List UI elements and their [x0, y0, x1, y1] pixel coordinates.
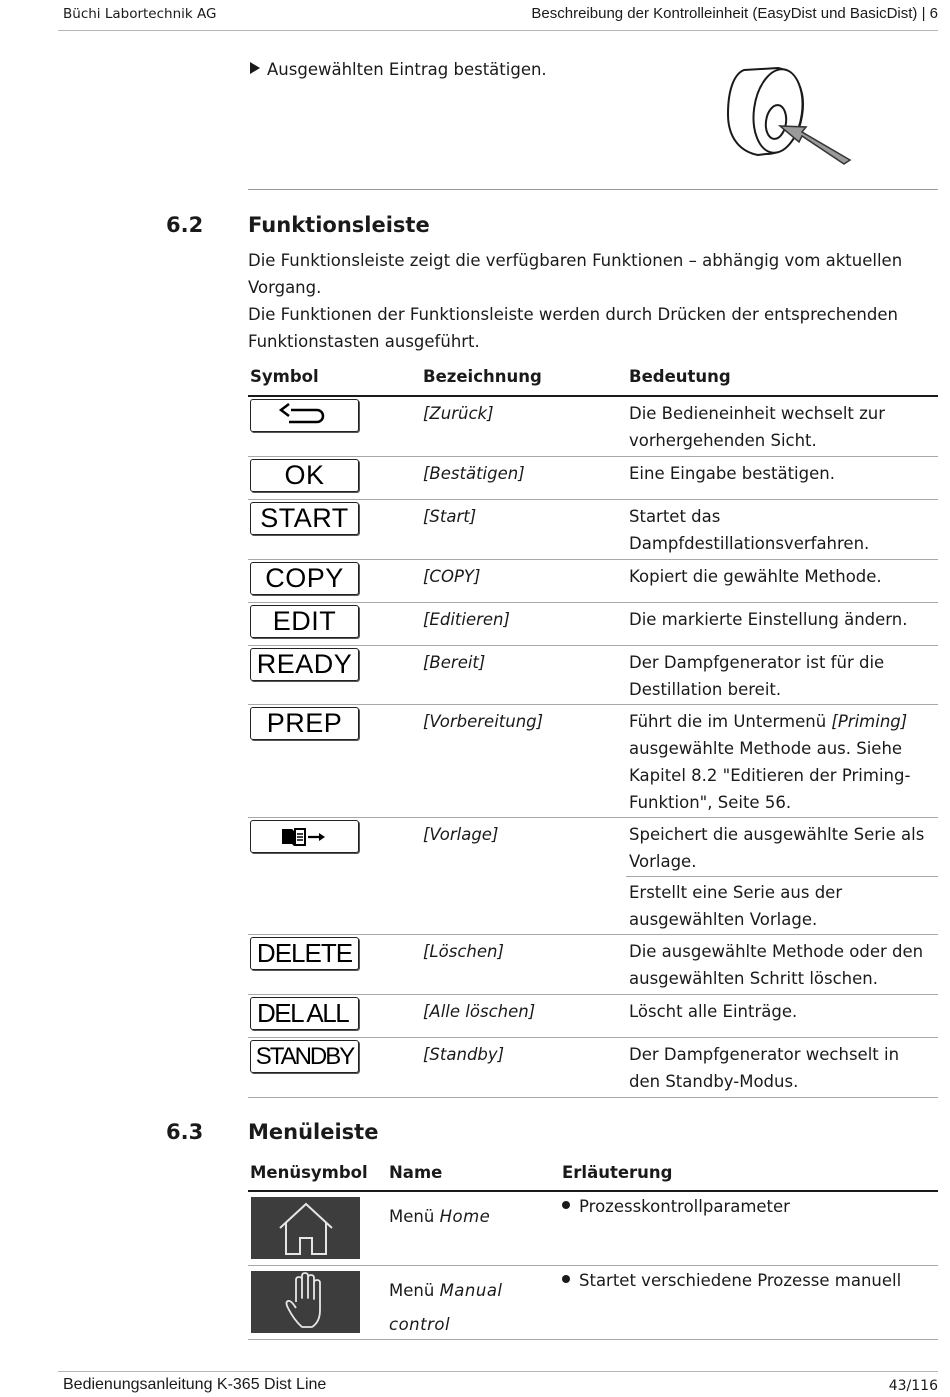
menu-name [389, 1200, 490, 1234]
function-name: [COPY] [423, 567, 481, 586]
copy-key: COPY [250, 562, 359, 595]
edit-key: EDIT [250, 605, 359, 638]
bullet-icon [562, 1201, 570, 1209]
menu-name-prefix: Menü [389, 1207, 440, 1226]
menu-name-emphasis: Manual [439, 1281, 503, 1300]
header-divider [58, 30, 938, 31]
function-description: Der Dampfgenerator ist für die Destillation bereit. [629, 653, 885, 699]
table-row [248, 603, 938, 646]
table-row [248, 1266, 938, 1340]
step-bullet-icon [250, 62, 260, 74]
section-title: Funktionsleiste [248, 213, 430, 237]
function-name: [Start] [423, 507, 477, 526]
section-paragraph: Die Funktionen der Funktionsleiste werden durch Drücken der entsprechenden Funktionstasten ausgeführt. [248, 305, 898, 351]
function-description: Die ausgewählte Methode oder den ausgewählten Schritt löschen. [629, 942, 924, 988]
function-description: Eine Eingabe bestätigen. [629, 464, 835, 483]
ready-key: READY [250, 648, 359, 681]
back-key [250, 399, 359, 432]
function-name: [Alle löschen] [423, 1002, 536, 1021]
cell-divider [626, 876, 938, 877]
description-text: ausgewählte Methode aus. Siehe Kapitel 8.2 "Editieren der Priming-Funktion", Seite 56. [629, 739, 911, 812]
footer-page-number: 43/116 [888, 1378, 938, 1394]
standby-key: STANDBY [250, 1040, 359, 1073]
function-name: [Editieren] [423, 610, 510, 629]
manual-control-menu-tile [251, 1271, 360, 1333]
table-row [248, 995, 938, 1038]
function-description: Erstellt eine Serie aus der ausgewählten Vorlage. [629, 883, 843, 929]
column-header-symbol: Menüsymbol [250, 1163, 368, 1182]
prep-key: PREP [250, 707, 359, 740]
back-arrow-icon [277, 403, 333, 429]
section-divider [248, 189, 938, 190]
home-menu-tile [251, 1197, 360, 1259]
table-row [248, 397, 938, 457]
section-paragraph: Die Funktionsleiste zeigt die verfügbaren Funktionen – abhängig vom aktuellen Vorgang. [248, 251, 903, 297]
table-row [248, 1192, 938, 1266]
table-row [248, 457, 938, 500]
table-row [248, 646, 938, 705]
hand-icon [282, 1272, 330, 1332]
function-name: [Löschen] [423, 942, 504, 961]
menu-explanation-text: Startet verschiedene Prozesse manuell [579, 1271, 902, 1290]
column-header-name: Name [389, 1163, 443, 1182]
rotary-knob-illustration [722, 64, 856, 168]
menu-name-prefix: Menü [389, 1281, 440, 1300]
section-title: Menüleiste [248, 1120, 379, 1144]
function-description: Kopiert die gewählte Methode. [629, 567, 882, 586]
column-header-meaning: Bedeutung [629, 367, 731, 386]
function-name: [Zurück] [423, 404, 494, 423]
function-name: [Standby] [423, 1045, 505, 1064]
function-description [629, 708, 935, 816]
section-number: 6.3 [166, 1120, 204, 1144]
column-header-name: Bezeichnung [423, 367, 542, 386]
function-bar-table [248, 365, 938, 1098]
menu-explanation-text: Prozesskontrollparameter [579, 1197, 790, 1216]
bullet-icon [562, 1275, 570, 1283]
header-chapter: Beschreibung der Kontrolleinheit (EasyDist und BasicDist) | 6 [531, 5, 938, 22]
table-row [248, 1038, 938, 1098]
function-name: [Bereit] [423, 653, 486, 672]
header-company: Büchi Labortechnik AG [63, 6, 217, 22]
template-icon [280, 825, 330, 849]
table-row [248, 560, 938, 603]
column-header-symbol: Symbol [250, 367, 319, 386]
instruction-step [250, 60, 547, 79]
function-description: Speichert die ausgewählte Serie als Vorlage. [629, 825, 925, 871]
function-description: Startet das Dampfdestillationsverfahren. [629, 507, 870, 553]
step-text: Ausgewählten Eintrag bestätigen. [267, 60, 547, 79]
delete-all-key: DEL ALL [250, 997, 359, 1030]
menu-name-emphasis: control [389, 1315, 451, 1334]
menu-explanation [562, 1197, 790, 1216]
function-description: Die markierte Einstellung ändern. [629, 610, 908, 629]
menu-bar-table [248, 1161, 938, 1340]
ok-key: OK [250, 459, 359, 492]
description-text: Führt die im Untermenü [629, 712, 832, 731]
delete-key: DELETE [250, 937, 359, 970]
description-emphasis: [Priming] [831, 712, 908, 731]
column-header-explanation: Erläuterung [562, 1163, 673, 1182]
table-header [248, 365, 938, 397]
function-name: [Bestätigen] [423, 464, 525, 483]
footer-divider [58, 1371, 938, 1372]
table-header [248, 1161, 938, 1192]
home-icon [276, 1200, 336, 1256]
function-name: [Vorlage] [423, 825, 499, 844]
function-description: Der Dampfgenerator wechselt in den Standby-Modus. [629, 1045, 900, 1091]
menu-name-emphasis: Home [439, 1207, 491, 1226]
function-description: Die Bedieneinheit wechselt zur vorhergehenden Sicht. [629, 404, 886, 450]
menu-name [389, 1274, 503, 1342]
menu-explanation [562, 1271, 901, 1290]
template-key [250, 820, 359, 853]
function-description: Löscht alle Einträge. [629, 1002, 798, 1021]
table-row [248, 935, 938, 995]
start-key: START [250, 502, 359, 535]
table-row [248, 818, 938, 935]
table-row [248, 500, 938, 560]
table-row [248, 705, 938, 818]
footer-manual-title: Bedienungsanleitung K-365 Dist Line [63, 1376, 327, 1393]
section-number: 6.2 [166, 213, 204, 237]
function-name: [Vorbereitung] [423, 712, 544, 731]
